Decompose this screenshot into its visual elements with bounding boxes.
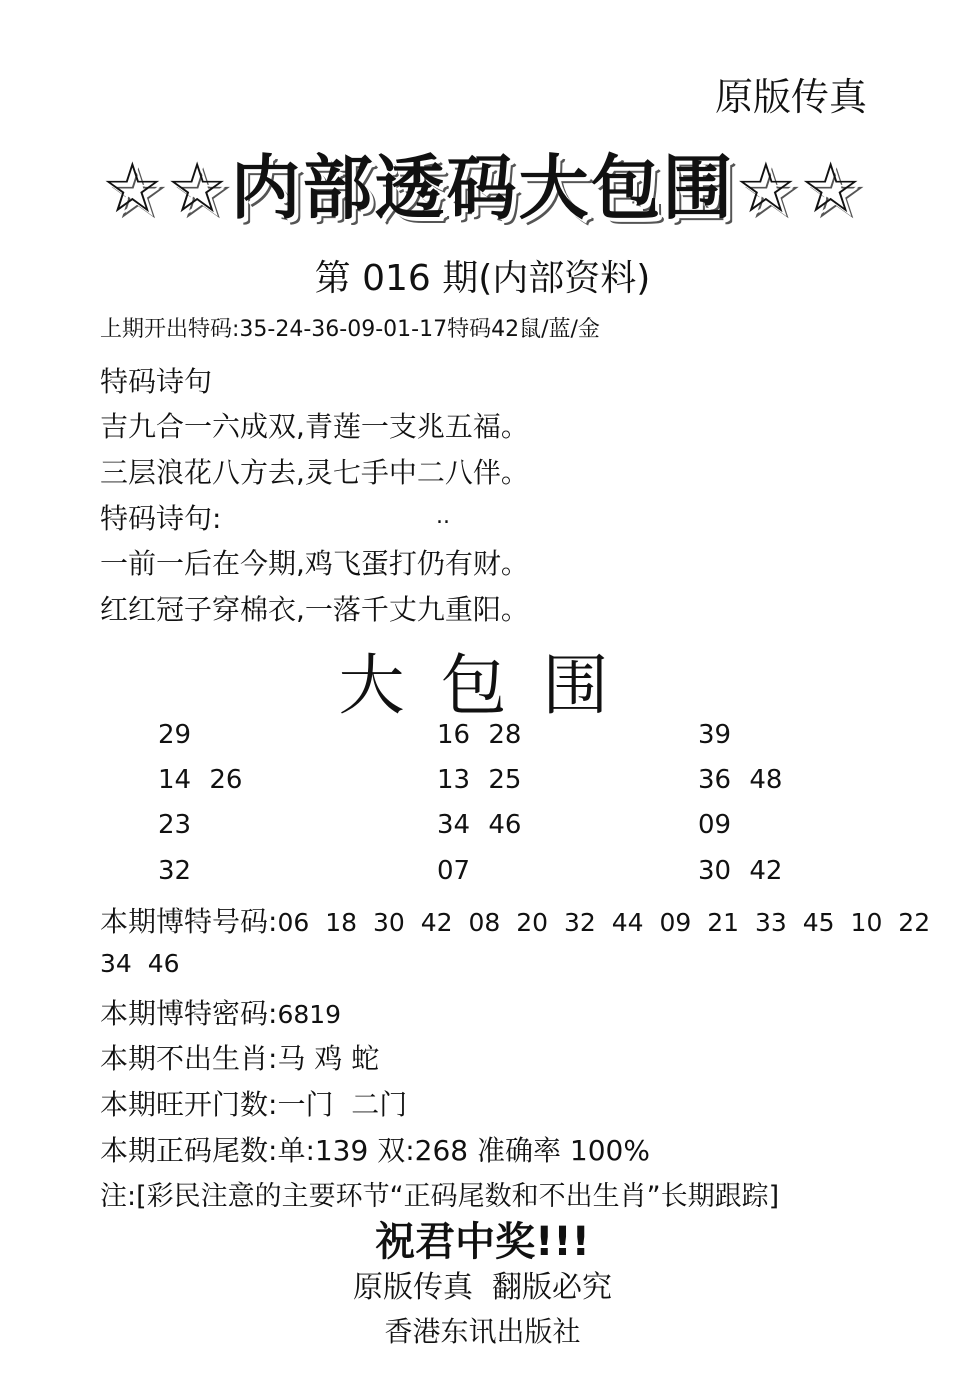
tail-label: 本期正码尾数: xyxy=(100,1134,278,1167)
top-right-label: 原版传真 xyxy=(714,75,867,119)
tail-row xyxy=(100,1129,650,1169)
wish-text: 祝君中奖!!! xyxy=(375,1219,590,1265)
secret-code-label: 本期博特密码: xyxy=(100,997,278,1030)
grid-cell: 36 48 xyxy=(698,765,783,795)
grid-cell: 39 xyxy=(698,720,732,750)
no-zodiac-label: 本期不出生肖: xyxy=(100,1042,278,1075)
grid-cell: 14 26 xyxy=(158,765,243,795)
special-numbers-value: 06 18 30 42 08 20 32 44 09 21 33 45 10 22 xyxy=(277,908,931,937)
grid-cell: 07 xyxy=(437,856,471,886)
poem-heading-1: 特码诗句 xyxy=(100,365,213,398)
secret-code-row xyxy=(100,992,341,1032)
grid-cell: 09 xyxy=(698,810,732,840)
poem-heading-2: 特码诗句: xyxy=(100,502,222,535)
special-numbers-value-2: 34 46 xyxy=(100,949,180,978)
poem-line-4: 红红冠子穿棉衣,一落千丈九重阳。 xyxy=(100,593,529,626)
publisher-text: 香港东讯出版社 xyxy=(384,1315,581,1348)
secret-code-value: 6819 xyxy=(277,1000,342,1029)
grid-cell: 32 xyxy=(158,856,192,886)
doors-label: 本期旺开门数: xyxy=(100,1088,278,1121)
poem-line-2: 三层浪花八方去,灵七手中二八伴。 xyxy=(100,456,529,489)
poem-line-3: 一前一后在今期,鸡飞蛋打仍有财。 xyxy=(100,547,529,580)
special-numbers-label: 本期博特号码: xyxy=(100,905,278,938)
grid-cell: 16 28 xyxy=(437,720,522,750)
tail-value: 单:139 双:268 准确率 100% xyxy=(277,1134,650,1167)
page-title: ☆☆内部透码大包围☆☆ xyxy=(100,147,864,229)
poem-dots: .. xyxy=(436,504,450,529)
doors-value: 一门 二门 xyxy=(277,1088,408,1121)
grid-cell: 29 xyxy=(158,720,192,750)
grid-cell: 13 25 xyxy=(437,765,522,795)
last-draw: 上期开出特码:35-24-36-09-01-17特码42鼠/蓝/金 xyxy=(100,317,600,342)
no-zodiac-value: 马 鸡 蛇 xyxy=(277,1042,380,1075)
copyright-text: 原版传真 翻版必究 xyxy=(352,1270,613,1305)
grid-cell: 34 46 xyxy=(437,810,522,840)
grid-cell: 23 xyxy=(158,810,192,840)
doors-row xyxy=(100,1083,407,1123)
note: 注:[彩民注意的主要环节“正码尾数和不出生肖”长期跟踪] xyxy=(100,1181,780,1212)
special-numbers-continued xyxy=(100,946,180,979)
special-numbers-row xyxy=(100,900,930,940)
no-zodiac-row xyxy=(100,1037,379,1077)
big-surround-title: 大包围 xyxy=(338,647,645,724)
grid-cell: 30 42 xyxy=(698,856,783,886)
poem-line-1: 吉九合一六成双,青莲一支兆五福。 xyxy=(100,410,529,443)
issue-number: 第 016 期(内部资料) xyxy=(314,258,651,299)
